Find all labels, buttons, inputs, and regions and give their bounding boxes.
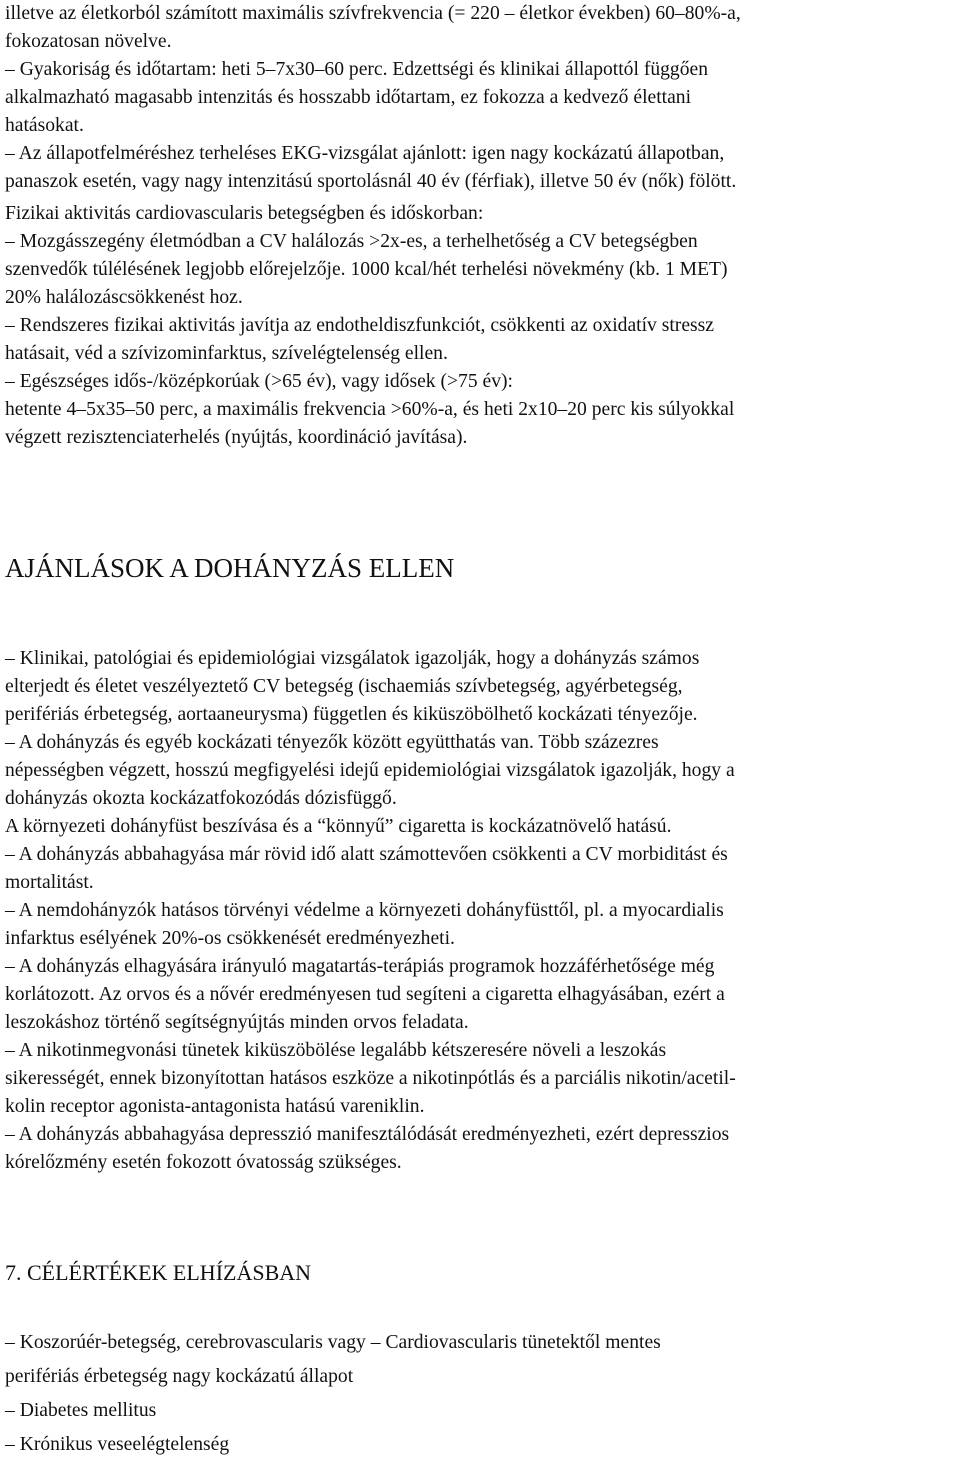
text-line: – Mozgásszegény életmódban a CV halálozás >2x-es, a terhelhetőség a CV betegségben [5,231,698,252]
text-line: perifériás érbetegség nagy kockázatú állapot [5,1366,354,1387]
text-line: perifériás érbetegség, aortaaneurysma) független és kiküszöbölhető kockázati tényezője. [5,704,698,725]
text-line: – Diabetes mellitus [5,1400,157,1421]
text-line: Fizikai aktivitás cardiovascularis betegségben és időskorban: [5,203,484,224]
text-line: korlátozott. Az orvos és a nővér eredményesen tud segíteni a cigaretta elhagyásában, ezért a [5,984,725,1005]
text-line: – A dohányzás és egyéb kockázati tényezők között együtthatás van. Több százezres [5,732,659,753]
section-heading-obesity: 7. CÉLÉRTÉKEK ELHÍZÁSBAN [5,1260,312,1285]
text-line: végzett rezisztenciaterhelés (nyújtás, koordináció javítása). [5,427,468,448]
text-line: hatásokat. [5,115,84,136]
text-line: – Rendszeres fizikai aktivitás javítja az endotheldiszfunkciót, csökkenti az oxidatív stressz [5,315,714,336]
text-line: kórelőzmény esetén fokozott óvatosság szükséges. [5,1152,402,1173]
text-line: mortalitást. [5,872,94,893]
text-line: A környezeti dohányfüst beszívása és a “könnyű” cigaretta is kockázatnövelő hatású. [5,816,672,837]
section-heading-smoking: AJÁNLÁSOK A DOHÁNYZÁS ELLEN [5,553,455,583]
text-line: hatásait, véd a szívizominfarktus, szívelégtelenség ellen. [5,343,448,364]
text-line: 20% halálozáscsökkenést hoz. [5,287,243,308]
text-line: – Egészséges idős-/középkorúak (>65 év), vagy idősek (>75 év): [5,371,513,392]
text-line: hetente 4–5x35–50 perc, a maximális frekvencia >60%-a, és heti 2x10–20 perc kis súlyokkal [5,399,735,420]
text-line: leszokáshoz történő segítségnyújtás minden orvos feladata. [5,1012,469,1033]
text-line: – Gyakoriság és időtartam: heti 5–7x30–60 perc. Edzettségi és klinikai állapottól függően [5,59,709,80]
text-line: alkalmazható magasabb intenzitás és hosszabb időtartam, ez fokozza a kedvező élettani [5,87,692,108]
text-line: – A nikotinmegvonási tünetek kiküszöbölése legalább kétszeresére növeli a leszokás [5,1040,667,1061]
physical-activity-section [5,0,955,452]
text-line: kolin receptor agonista-antagonista hatású vareniklin. [5,1096,425,1117]
text-line: infarktus esélyének 20%-os csökkenését eredményezheti. [5,928,455,949]
smoking-section [5,645,955,1177]
text-line: népességben végzett, hosszú megfigyelési idejű epidemiológiai vizsgálatok igazolják, hogy a [5,760,735,781]
text-line: – A nemdohányzók hatásos törvényi védelme a környezeti dohányfüsttől, pl. a myocardialis [5,900,724,921]
text-line: panaszok esetén, vagy nagy intenzitású sportolásnál 40 év (férfiak), illetve 50 év (nők) fölött. [5,171,737,192]
text-line: – A dohányzás elhagyására irányuló magatartás-terápiás programok hozzáférhetősége még [5,956,715,977]
obesity-section [5,1326,955,1462]
text-line: illetve az életkorból számított maximális szívfrekvencia (= 220 – életkor években) 60–80%-a, [5,3,741,24]
text-line: elterjedt és életet veszélyeztető CV betegség (ischaemiás szívbetegség, agyérbetegség, [5,676,683,697]
text-line: szenvedők túlélésének legjobb előrejelzője. 1000 kcal/hét terhelési növekmény (kb. 1 MET) [5,259,728,280]
text-line: – A dohányzás abbahagyása már rövid idő alatt számottevően csökkenti a CV morbiditást és [5,844,728,865]
text-line: – A dohányzás abbahagyása depresszió manifesztálódását eredményezheti, ezért depresszios [5,1124,730,1145]
text-line: – Klinikai, patológiai és epidemiológiai vizsgálatok igazolják, hogy a dohányzás számos [5,648,700,669]
text-line: – Krónikus veseelégtelenség [5,1434,230,1455]
text-line: sikerességét, ennek bizonyítottan hatásos eszköze a nikotinpótlás és a parciális nikotin/acetil- [5,1068,736,1089]
text-line: – Koszorúér-betegség, cerebrovascularis vagy – Cardiovascularis tünetektől mentes [5,1332,661,1353]
text-line: – Az állapotfelméréshez terheléses EKG-vizsgálat ajánlott: igen nagy kockázatú állapotban, [5,143,725,164]
text-line: dohányzás okozta kockázatfokozódás dózisfüggő. [5,788,397,809]
text-line: fokozatosan növelve. [5,31,172,52]
